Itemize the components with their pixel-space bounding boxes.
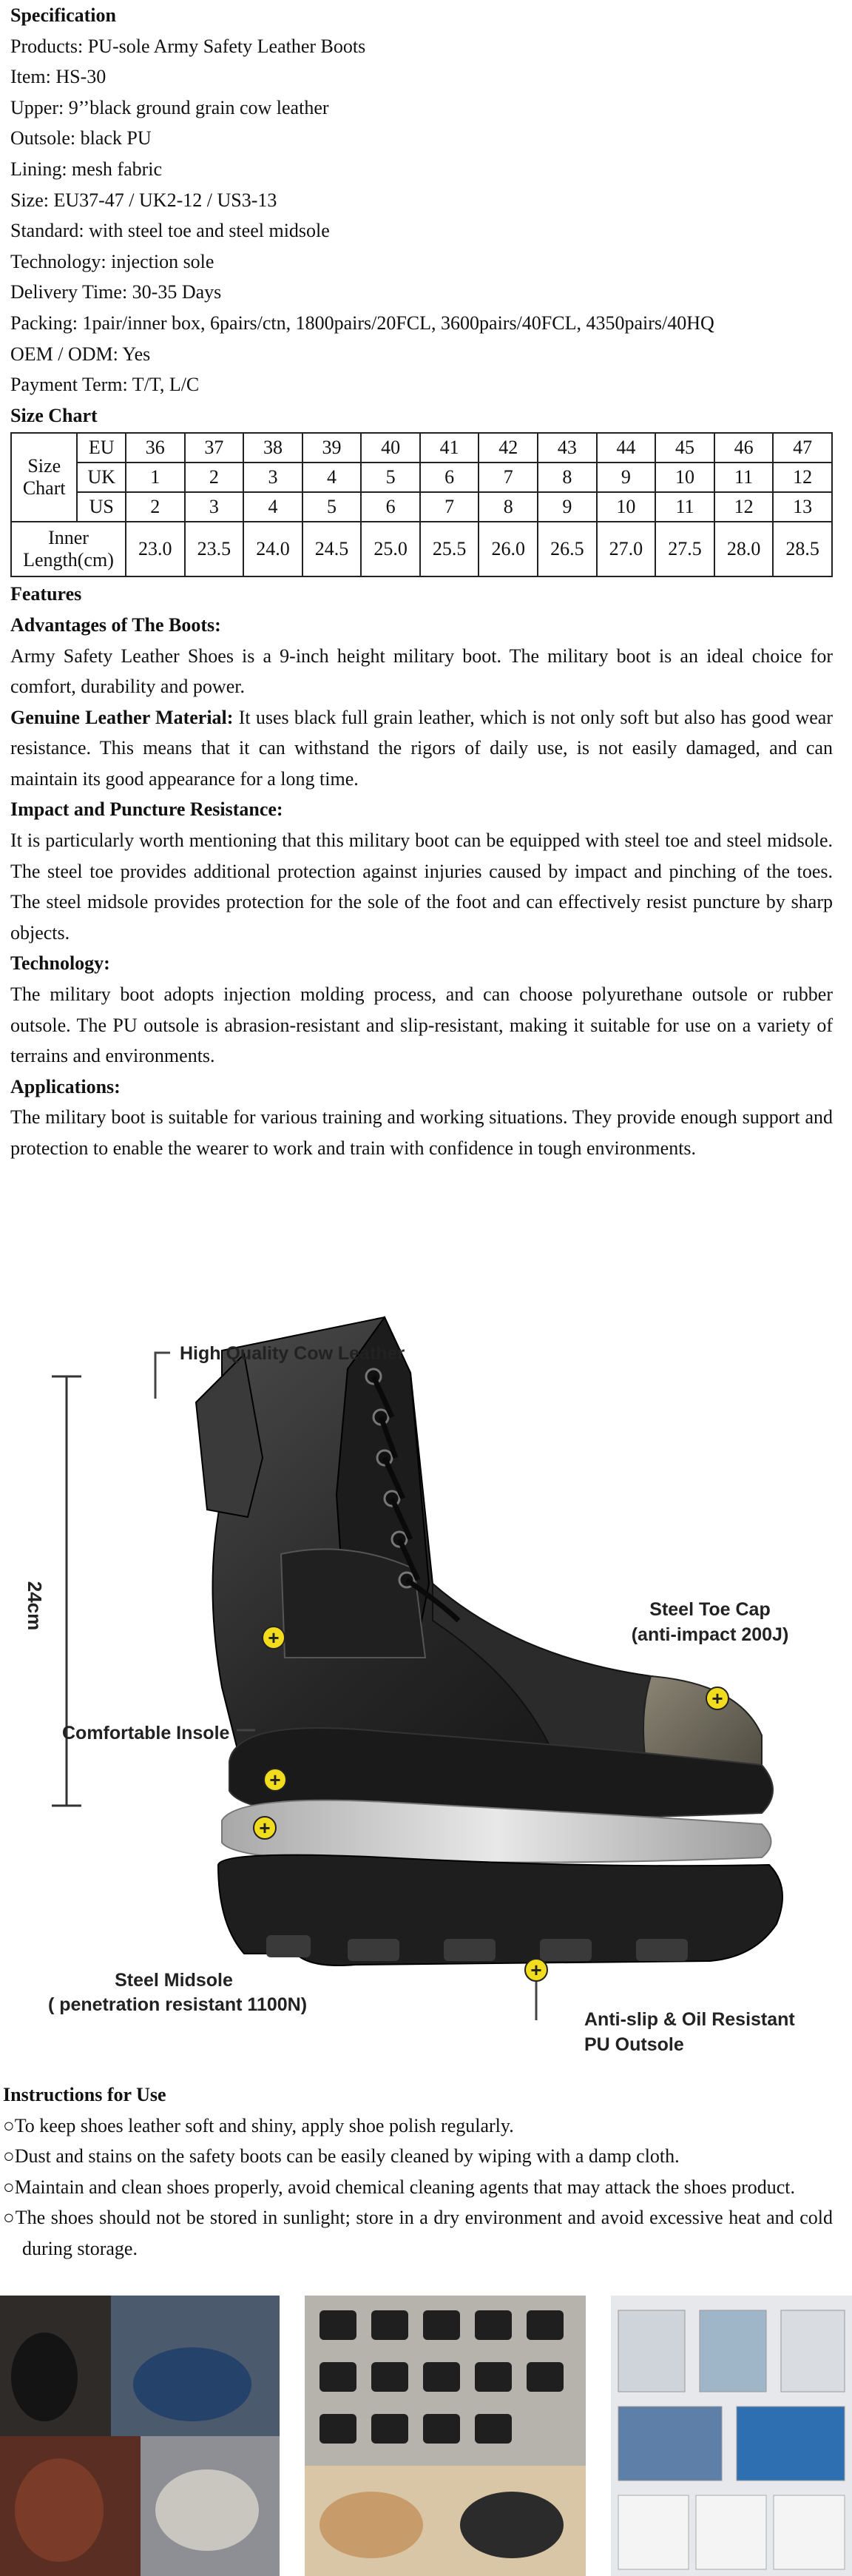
table-cell: 5 <box>302 492 362 522</box>
table-cell: 3 <box>243 463 302 492</box>
leather-paragraph <box>10 702 833 795</box>
spec-line: Standard: with steel toe and steel midsole <box>10 220 330 242</box>
table-cell: 39 <box>302 433 362 463</box>
toe-callout-line2: (anti-impact 200J) <box>631 1624 789 1645</box>
technology-heading: Technology: <box>10 952 110 975</box>
table-cell: 7 <box>420 492 479 522</box>
marker-icon <box>254 1817 276 1839</box>
table-cell: 38 <box>243 433 302 463</box>
table-cell: 36 <box>126 433 185 463</box>
spec-line: OEM / ODM: Yes <box>10 343 151 365</box>
table-cell: 24.5 <box>302 522 362 576</box>
table-cell: 28.5 <box>773 522 832 576</box>
marker-icon <box>264 1769 286 1791</box>
marker-icon <box>706 1687 728 1709</box>
factory-photo-lab-equipment <box>611 2296 852 2576</box>
table-cell: 26.5 <box>538 522 597 576</box>
spec-section <box>10 0 833 1164</box>
leather-heading: Genuine Leather Material: <box>10 706 234 728</box>
midsole-callout-line1: Steel Midsole <box>115 1970 233 1991</box>
table-cell: 8 <box>479 492 538 522</box>
advantages-text: Army Safety Leather Shoes is a 9-inch height military boot. The military boot is an ideal choice for comfort, durability and power. <box>10 645 833 698</box>
midsole-callout-line2: ( penetration resistant 1100N) <box>47 1994 308 2015</box>
outsole-callout-line1: Anti-slip & Oil Resistant <box>584 2009 795 2030</box>
outsole-callout-line2: PU Outsole <box>584 2034 684 2055</box>
instruction-item: ○Maintain and clean shoes properly, avoid chemical cleaning agents that may attack the shoes product. <box>3 2176 795 2198</box>
spec-line: Size: EU37-47 / UK2-12 / US3-13 <box>10 189 277 211</box>
instruction-item: ○Dust and stains on the safety boots can be easily cleaned by wiping with a damp cloth. <box>3 2145 680 2168</box>
table-cell: EU <box>77 433 126 463</box>
leather-text: It uses black full grain leather, which is not only soft but also has good wear resistance. This means that it can withstand the rigors of daily use, is not easily damaged, and can maintain its good appearance for a long time. <box>10 706 833 790</box>
advantages-heading: Advantages of The Boots: <box>10 613 221 636</box>
table-cell: 40 <box>361 433 420 463</box>
factory-photo-boots-assembly <box>0 2296 280 2576</box>
applications-heading: Applications: <box>10 1075 121 1097</box>
impact-text: It is particularly worth mentioning that this military boot can be equipped with steel toe and steel midsole. The steel toe provides additional protection against injuries caused by impact and pinching of the toes. The steel midsole provides protection for the sole of the foot and can effectively resist puncture by sharp objects. <box>10 830 833 944</box>
table-cell: UK <box>77 463 126 492</box>
table-cell: 10 <box>597 492 656 522</box>
technology-text: The military boot adopts injection molding process, and can choose polyurethane outsole or rubber outsole. The PU outsole is abrasion-resistant and slip-resistant, making it suitable for use on a variety of terrains and environments. <box>10 983 833 1067</box>
spec-line: Technology: injection sole <box>10 250 214 272</box>
table-cell: 46 <box>714 433 774 463</box>
spec-line: Upper: 9’’black ground grain cow leather <box>10 96 329 118</box>
spec-line: Outsole: black PU <box>10 127 152 149</box>
table-cell: 26.0 <box>479 522 538 576</box>
spec-heading: Specification <box>10 4 116 26</box>
table-cell: 23.0 <box>126 522 185 576</box>
table-cell: US <box>77 492 126 522</box>
table-cell: 9 <box>597 463 656 492</box>
table-cell: 25.5 <box>420 522 479 576</box>
table-cell: 11 <box>655 492 714 522</box>
spec-line: Item: HS-30 <box>10 66 106 88</box>
spec-line: Delivery Time: 30-35 Days <box>10 281 222 303</box>
instruction-item: ○To keep shoes leather soft and shiny, apply shoe polish regularly. <box>3 2114 514 2136</box>
svg-text:+: + <box>530 1959 542 1981</box>
table-cell: 6 <box>361 492 420 522</box>
table-cell: 13 <box>773 492 832 522</box>
table-cell: 44 <box>597 433 656 463</box>
spec-line: Lining: mesh fabric <box>10 158 163 180</box>
table-cell: 27.5 <box>655 522 714 576</box>
table-row <box>11 463 832 492</box>
factory-photo-warehouse <box>305 2296 586 2576</box>
leather-callout: High Quality Cow Leather <box>180 1343 405 1364</box>
svg-text:+: + <box>268 1627 280 1649</box>
factory-photo-strip <box>0 2296 852 2576</box>
table-row <box>11 492 832 522</box>
table-cell: 37 <box>185 433 244 463</box>
instructions-heading: Instructions for Use <box>3 2084 166 2105</box>
table-cell: 6 <box>420 463 479 492</box>
table-cell: 45 <box>655 433 714 463</box>
inner-length-label: Inner Length(cm) <box>11 522 126 576</box>
applications-text: The military boot is suitable for various training and working situations. They provide enough support and protection to enable the wearer to work and train with confidence in tough environments. <box>10 1106 833 1159</box>
table-cell: 4 <box>243 492 302 522</box>
table-cell: 12 <box>773 463 832 492</box>
size-chart-table <box>10 432 833 577</box>
table-cell: 10 <box>655 463 714 492</box>
spec-line: Products: PU-sole Army Safety Leather Boots <box>10 35 366 57</box>
table-cell: 9 <box>538 492 597 522</box>
svg-text:+: + <box>259 1817 271 1839</box>
toe-callout-line1: Steel Toe Cap <box>649 1599 771 1620</box>
size-chart-label: Size Chart <box>11 433 77 522</box>
svg-text:+: + <box>269 1769 281 1791</box>
marker-icon <box>525 1959 547 1981</box>
table-row <box>11 522 832 576</box>
table-cell: 5 <box>361 463 420 492</box>
table-cell: 23.5 <box>185 522 244 576</box>
table-cell: 2 <box>185 463 244 492</box>
size-chart-heading: Size Chart <box>10 404 98 426</box>
table-cell: 28.0 <box>714 522 774 576</box>
features-heading: Features <box>10 583 82 605</box>
table-cell: 8 <box>538 463 597 492</box>
table-cell: 11 <box>714 463 774 492</box>
table-cell: 25.0 <box>361 522 420 576</box>
table-cell: 43 <box>538 433 597 463</box>
height-label: 24cm <box>24 1581 46 1631</box>
table-cell: 4 <box>302 463 362 492</box>
table-cell: 41 <box>420 433 479 463</box>
insole-callout: Comfortable Insole <box>62 1723 230 1743</box>
table-cell: 24.0 <box>243 522 302 576</box>
marker-icon <box>263 1627 285 1649</box>
table-cell: 47 <box>773 433 832 463</box>
table-cell: 1 <box>126 463 185 492</box>
table-cell: 3 <box>185 492 244 522</box>
table-cell: 2 <box>126 492 185 522</box>
instructions-section <box>3 2079 833 2264</box>
table-cell: 7 <box>479 463 538 492</box>
table-cell: 27.0 <box>597 522 656 576</box>
boot-diagram <box>0 1273 852 2057</box>
impact-heading: Impact and Puncture Resistance: <box>10 798 283 821</box>
spec-line: Packing: 1pair/inner box, 6pairs/ctn, 1800pairs/20FCL, 3600pairs/40FCL, 4350pairs/40HQ <box>10 312 714 334</box>
table-row <box>11 433 832 463</box>
spec-line: Payment Term: T/T, L/C <box>10 374 200 396</box>
svg-text:+: + <box>711 1687 723 1709</box>
instruction-item: ○The shoes should not be stored in sunlight; store in a dry environment and avoid excessive heat and cold during storage. <box>3 2207 833 2259</box>
table-cell: 42 <box>479 433 538 463</box>
table-cell: 12 <box>714 492 774 522</box>
